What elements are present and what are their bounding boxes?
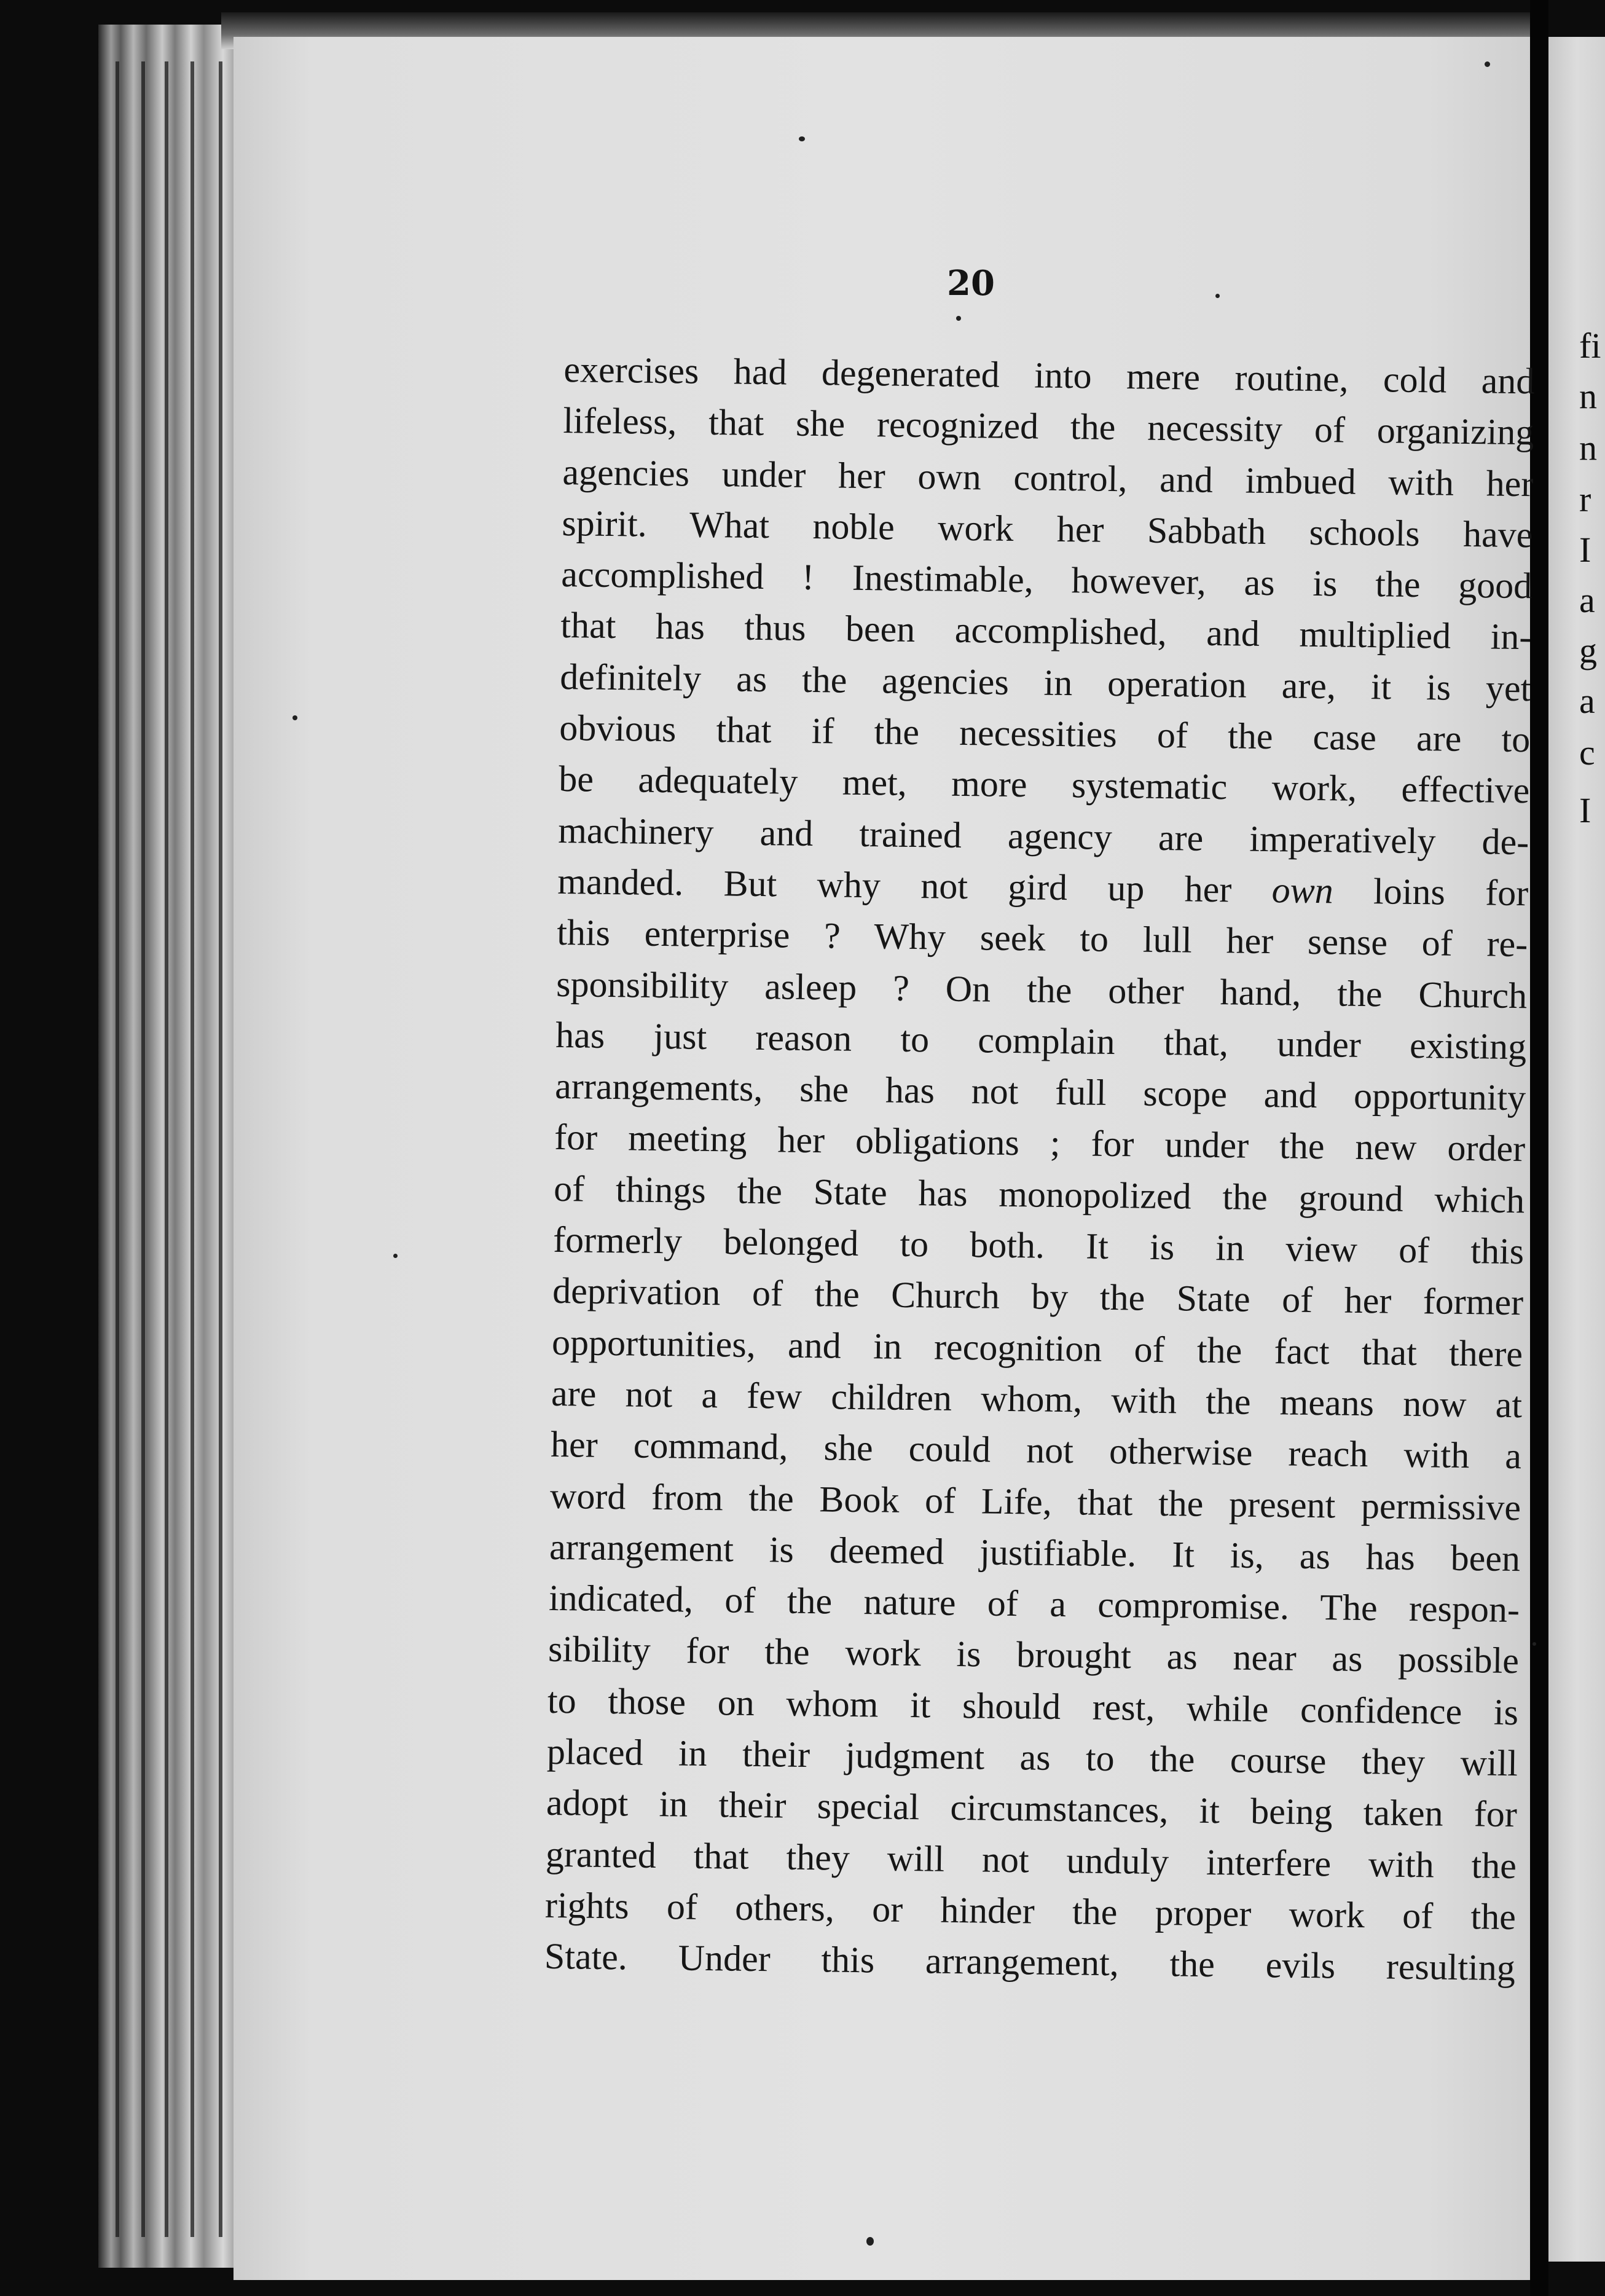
text-line: to those on whom it should rest, while confidence is [547,1680,1519,1732]
page-number: 20 [947,263,995,304]
next-page-fragment: c [1579,733,1595,773]
text-line: machinery and trained agency are imperatively de- [557,809,1529,862]
text-line: word from the Book of Life, that the present permissive [549,1475,1521,1528]
text-line: spirit. What noble work her Sabbath schools have [562,502,1533,556]
text-line: exercises had degenerated into mere routine, cold and [563,348,1535,402]
text-line: sponsibility asleep ? On the other hand, the Church [555,963,1528,1016]
text-line: agencies under her own control, and imbued with her [562,451,1534,504]
dust-speck [1215,294,1220,298]
next-page-fragment: n [1579,376,1597,416]
next-page-fragment: n [1579,428,1597,468]
text-line: has just reason to complain that, under existing [555,1014,1527,1067]
text-line: manded. But why not gird up her own loins for [557,860,1529,914]
text-line: opportunities, and in recognition of the fact that there [551,1321,1523,1374]
text-line: that has thus been accomplished, and multiplied in- [560,605,1532,658]
next-page-sliver [1548,37,1605,2262]
text-line: this enterprise ? Why seek to lull her sense of re- [556,912,1528,965]
text-line: lifeless, that she recognized the necessity of organizing [563,400,1534,453]
next-page-fragment: g [1579,631,1597,670]
next-page-fragment: I [1579,530,1591,570]
text-line: indicated, of the nature of a compromise. The respon- [548,1577,1520,1630]
dust-speck [799,136,805,141]
text-line: are not a few children whom, with the means now at [551,1372,1523,1426]
text-line: arrangements, she has not full scope and opportunity [554,1066,1526,1119]
text-line: deprivation of the Church by the State of her former [552,1270,1524,1323]
text-line: of things the State has monopolized the ground which [553,1168,1525,1221]
text-line: sibility for the work is brought as near as possible [547,1629,1520,1681]
dust-speck [1485,61,1490,67]
text-line: granted that they will not unduly interfere with the [545,1833,1517,1886]
next-page-fragment: r [1579,479,1591,519]
text-line: definitely as the agencies in operation are, it is yet [559,656,1531,709]
next-page-fragment: a [1579,681,1595,721]
dust-speck [292,715,297,720]
text-line: State. Under this arrangement, the evils resulting [544,1936,1516,1989]
dust-speck [393,1254,398,1258]
text-line: rights of others, or hinder the proper work of the [544,1884,1517,1938]
next-page-fragment: fi [1579,326,1601,366]
text-line: formerly belonged to both. It is in view of this [552,1219,1525,1272]
text-line: accomplished ! Inestimable, however, as is the good [561,554,1532,607]
dust-speck [866,2237,874,2246]
text-line: be adequately met, more systematic work, effective [558,758,1530,811]
dust-speck [1532,1642,1536,1646]
text-line: her command, she could not otherwise reach with a [550,1424,1522,1477]
text-line: arrangement is deemed justifiable. It is, as has been [549,1526,1521,1579]
body-text [544,344,1534,1994]
book-gutter [1530,0,1548,2296]
next-page-fragment: I [1579,790,1591,830]
text-line: obvious that if the necessities of the case are to [559,707,1531,760]
next-page-fragment: a [1579,580,1595,620]
text-line: placed in their judgment as to the course they will [546,1731,1518,1784]
dust-speck [956,316,961,321]
text-line: for meeting her obligations ; for under the new order [554,1117,1526,1170]
text-line: adopt in their special circumstances, it being taken for [546,1782,1518,1835]
